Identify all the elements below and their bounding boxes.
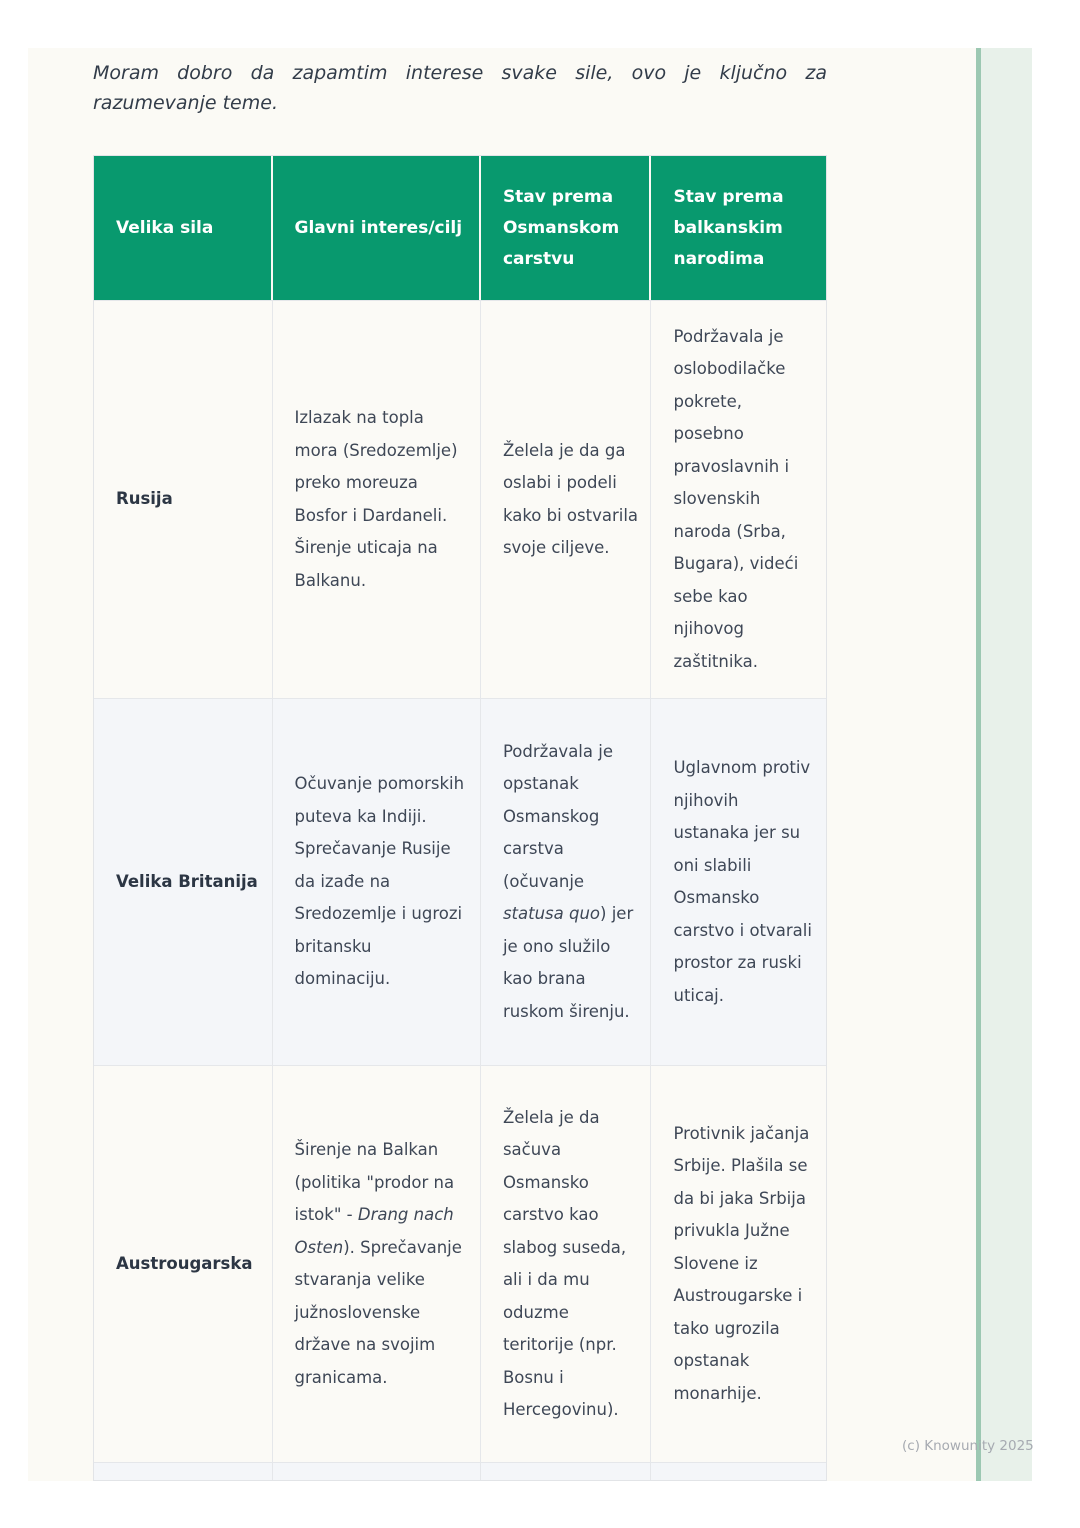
cell-balkan-stance [651, 699, 826, 1065]
cell-power [94, 1463, 273, 1481]
header-cell-stav-balkan [651, 156, 826, 300]
header-label: Velika sila [116, 217, 214, 238]
header-cell-stav-osmansko [481, 156, 652, 300]
interest-text: Širenje na Balkan (politika "prodor na istok" - Drang nach Osten). Sprečavanje stvaranja velike južnoslovenske države na svojim granicama. [294, 1140, 462, 1387]
document-page [28, 48, 1032, 1481]
cell-power [94, 699, 273, 1065]
power-name: Rusija [116, 489, 173, 509]
cell-power [94, 301, 273, 698]
ottoman-stance-text: Podržavala je opstanak Osmanskog carstva (očuvanje statusa quo) jer je ono služilo kao brana ruskom širenju. [502, 741, 634, 1021]
cell-power [94, 1066, 273, 1462]
table-row-austrougarska [94, 1065, 826, 1462]
interest-text: Očuvanje pomorskih puteva ka Indiji. Sprečavanje Rusije da izađe na Sredozemlje i ugrozi britansku dominaciju. [294, 774, 465, 989]
cell-ottoman-stance [481, 301, 652, 698]
cell-ottoman-stance [481, 1463, 652, 1481]
cell-ottoman-stance [481, 699, 652, 1065]
header-cell-velika-sila [94, 156, 273, 300]
header-label: Glavni interes/cilj [294, 217, 463, 238]
cell-main-interest [273, 301, 481, 698]
cell-balkan-stance [651, 1463, 826, 1481]
great-powers-table [93, 155, 827, 1481]
intro-note: Moram dobro da zapamtim interese svake sile, ovo je ključno za razumevanje teme. [93, 62, 827, 114]
table-row-velika-britanija [94, 698, 826, 1065]
cell-balkan-stance [651, 1066, 826, 1462]
table-row-partial [94, 1462, 826, 1481]
balkan-stance-text: Podržavala je oslobodilačke pokrete, posebno pravoslavnih i slovenskih naroda (Srba, Bugara), videći sebe kao njihovog zaštitnika. [673, 326, 799, 671]
cell-main-interest [273, 1066, 481, 1462]
power-name: Velika Britanija [116, 871, 258, 891]
cell-balkan-stance [651, 301, 826, 698]
power-name: Austrougarska [116, 1253, 253, 1273]
ottoman-stance-text: Želela je da ga oslabi i podeli kako bi ostvarila svoje ciljeve. [502, 440, 639, 557]
header-label: Stav prema balkanskim narodima [673, 186, 784, 269]
ottoman-stance-text: Želela je da sačuva Osmansko carstvo kao slabog suseda, ali i da mu oduzme teritorije (npr. Bosnu i Hercegovinu). [502, 1107, 627, 1419]
cell-ottoman-stance [481, 1066, 652, 1462]
header-label: Stav prema Osmanskom carstvu [502, 186, 620, 269]
table-row-rusija [94, 300, 826, 698]
cell-main-interest [273, 699, 481, 1065]
accent-side-panel [981, 48, 1032, 1481]
interest-text: Izlazak na topla mora (Sredozemlje) preko moreuza Bosfor i Dardaneli. Širenje uticaja na Balkanu. [294, 408, 458, 590]
balkan-stance-text: Uglavnom protiv njihovih ustanaka jer su oni slabili Osmansko carstvo i otvarali prostor za ruski uticaj. [673, 758, 812, 1005]
cell-main-interest [273, 1463, 481, 1481]
balkan-stance-text: Protivnik jačanja Srbije. Plašila se da bi jaka Srbija privukla Južne Slovene iz Austrougarske i tako ugrozila opstanak monarhije. [673, 1123, 810, 1403]
header-cell-glavni-interes [273, 156, 481, 300]
table-header-row [94, 156, 826, 300]
watermark: (c) Knowunity 2025 [902, 1438, 1034, 1454]
